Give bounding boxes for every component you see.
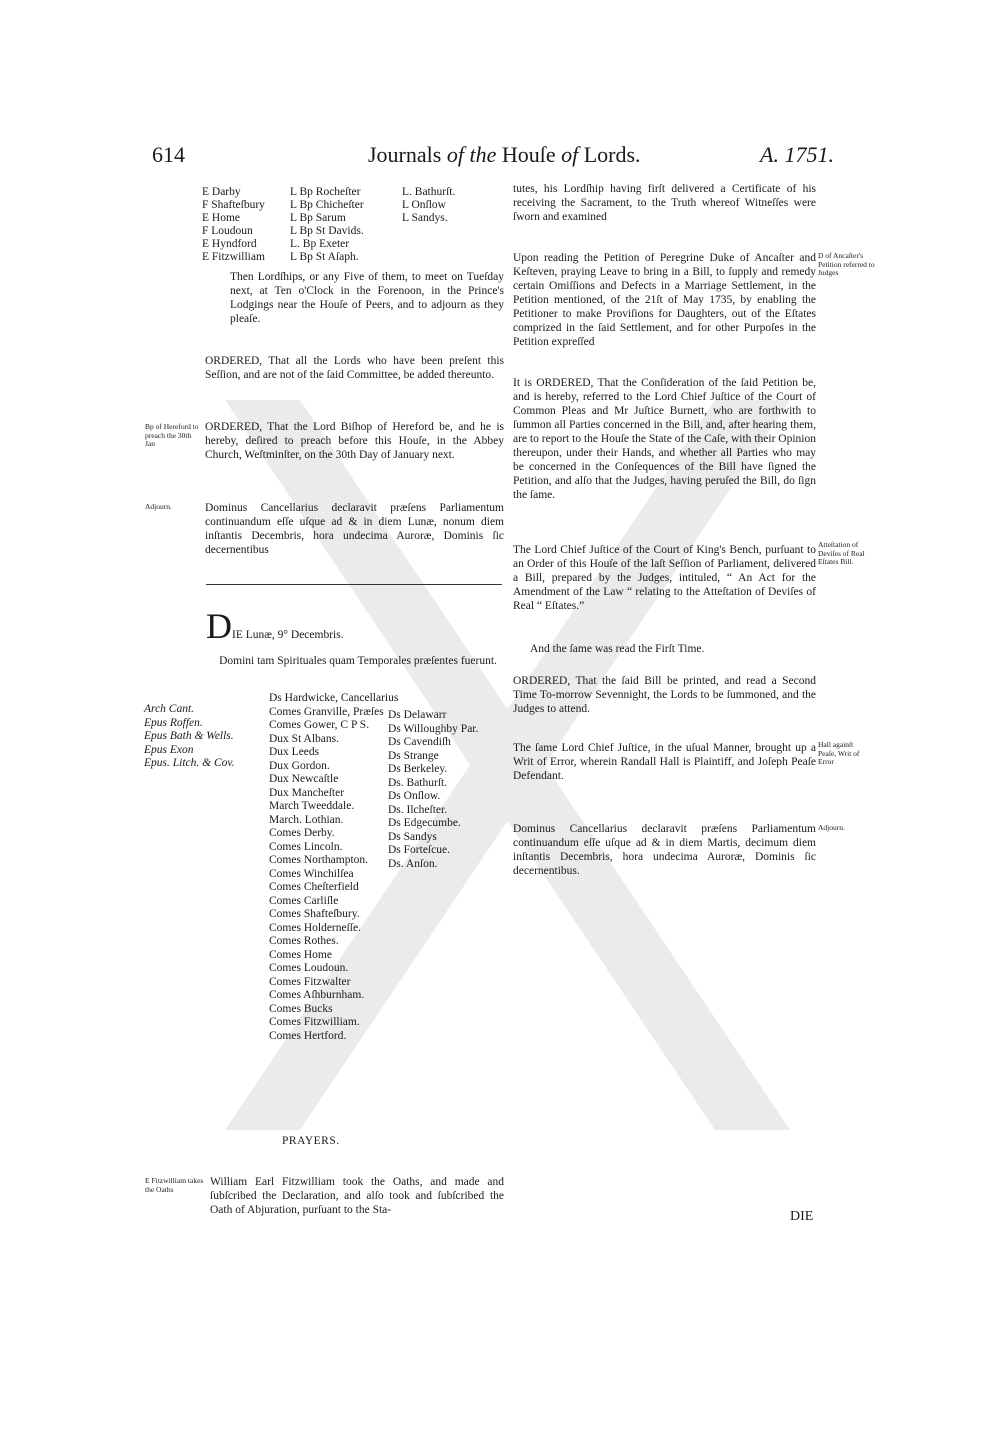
attendance-temporal: Ds Hardwicke, Cancellarius Comes Granville, Præſes Comes Gower, C P S. Dux St Albans. Dux Leeds Dux Gordon. Dux Newcaſtle Dux Mancheſter March Tweeddale. March. Lothian. Comes Derby. Comes Lincoln. Comes Northampton. Comes Winchilſea Comes Cheſterfield Comes Carliſle Comes Shafteſbury. Comes Holderneſſe. Comes Rothes. Comes Home Comes Loudoun. Comes Fitzwalter Comes Aſhburnham. Comes Bucks Comes Fitzwilliam. Comes Hertford.: [269, 692, 399, 1042]
day-heading: DIE Lunæ, 9° Decembris.: [206, 606, 344, 646]
adjourn-1: Dominus Cancellarius declaravit præſens Parliamentum continuandum eſſe uſque ad & in diem Lunæ, nonum diem inſtantis Decembris, hora undecima Auroræ, Dominis ſic decernentibus: [205, 502, 504, 556]
catchword: DIE: [790, 1209, 814, 1224]
order-all-lords: ORDERED, That all the Lords who have been preſent this Seſſion, and are not of the ſaid Committee, be added thereunto.: [205, 355, 504, 381]
margin-attestation: Atteſtation of Deviſes of Real Eſtates Bill.: [818, 540, 865, 566]
first-time: And the ſame was read the Firſt Time.: [530, 643, 705, 655]
journal-title: Journals of the Houſe of Lords.: [368, 142, 641, 167]
divider: [206, 584, 502, 585]
attestation-bill: The Lord Chief Juſtice of the Court of King's Bench, purſuant to an Order of this Houſe of the laſt Seſſion of Parliament, delivered a Bill, prepared by the Judges, intituled, “ An Act for the Amendment of the Law “ relating to the Atteſtation of Deviſes of Real “ Eſtates.”: [513, 544, 816, 612]
margin-hall: Hall againſt Peaſe, Writ of Error: [818, 740, 860, 766]
attendance-spiritual: Arch Cant. Epus Roffen. Epus Bath & Wells. Epus Exon Epus. Litch. & Cov.: [144, 703, 235, 769]
order-printed: ORDERED, That the ſaid Bill be printed, and read a Second Time To-morrow Sevennight, the Lords to be ſummoned, and the Judges to attend.: [513, 675, 816, 715]
fitzwilliam-oath-cont: tutes, his Lordſhip having firſt delivered a Certificate of his receiving the Sacrament, to the Truth whereof Witneſſes were ſworn and examined: [513, 183, 816, 223]
drop-cap: D: [206, 606, 232, 646]
ancaster-petition: Upon reading the Petition of Peregrine Duke of Ancaſter and Keſteven, praying Leave to bring in a Bill, to ſupply and remedy certain Omiſſions and Defects in a Marriage Settlement, in the Petition mentioned, of the 21ſt of May 1735, by enabling the Petitioner to make Proviſions for Daughters, out of the Eſtates comprized in the ſaid Settlement, and for other Purpoſes in the Petition expreſſed: [513, 252, 816, 348]
committee-col-2: L Bp Rocheſter L Bp Chicheſter L Bp Sarum L Bp St Davids. L. Bp Exeter L Bp St Aſaph.: [290, 186, 364, 263]
margin-adjourn-right: Adjourn.: [818, 823, 845, 832]
margin-ancaster: D of Ancaſter's Petition referred to Judges: [818, 251, 875, 277]
committee-col-3: L. Bathurſt. L Onſlow L Sandys.: [402, 186, 456, 224]
year: A. 1751.: [760, 142, 834, 167]
fitzwilliam-oath: William Earl Fitzwilliam took the Oaths, and made and ſubſcribed the Declaration, and alſo took and ſubſcribed the Oath of Abjuration, purſuant to the Sta-: [210, 1176, 504, 1216]
present-line: Domini tam Spirituales quam Temporales præſentes fuerunt.: [219, 655, 497, 667]
margin-adjourn: Adjourn.: [145, 502, 172, 511]
ancaster-order: It is ORDERED, That the Conſideration of the ſaid Petition be, and is hereby, referred to the Lord Chief Juſtice of the Court of Common Pleas and Mr Juſtice Burnett, who are forthwith to ſummon all Parties concerned in the Bill, and, after hearing them, are to report to the Houſe the State of the Caſe, with their Opinion thereupon, under their Hands, and whether all Parties who may be concerned in the Conſequences of the Bill have ſigned the Petition, and alſo that the Judges, having peruſed the Bill, do ſign the ſame.: [513, 377, 816, 501]
page-number: 614: [152, 142, 185, 167]
committee-col-1: E Darby F Shafteſbury E Home F Loudoun E Hyndford E Fitzwilliam: [202, 186, 265, 263]
order-bishop-preach: ORDERED, That the Lord Biſhop of Hereford be, and he is hereby, deſired to preach before this Houſe, in the Abbey Church, Weſtminſter, on the 30th Day of January next.: [205, 421, 504, 461]
adjourn-2: Dominus Cancellarius declaravit præſens Parliamentum continuandum eſſe uſque ad & in diem Martis, decimum diem inſtantis Decembris, hora undecima Auroræ, Dominis ſic decernentibus.: [513, 823, 816, 877]
margin-fitzwilliam: E Fitzwilliam takes the Oaths: [145, 1176, 204, 1194]
margin-bishop: Bp of Hereford to preach the 30th Jan: [145, 422, 199, 448]
prayers: PRAYERS.: [282, 1135, 340, 1147]
attendance-barons: Ds Delawarr Ds Willoughby Par. Ds Cavendiſh Ds Strange Ds Berkeley. Ds. Bathurſt. Ds Onſlow. Ds. Ilcheſter. Ds Edgecumbe. Ds Sandys Ds Forteſcue. Ds. Anſon.: [388, 709, 479, 870]
committee-meeting: Then Lordſhips, or any Five of them, to meet on Tueſday next, at Ten o'Clock in the Forenoon, in the Prince's Lodgings near the Houſe of Peers, and to adjourn as they pleaſe.: [230, 271, 504, 325]
writ-of-error: The ſame Lord Chief Juſtice, in the uſual Manner, brought up a Writ of Error, wherein Randall Hall is Plaintiff, and Joſeph Peaſe Defendant.: [513, 742, 816, 782]
